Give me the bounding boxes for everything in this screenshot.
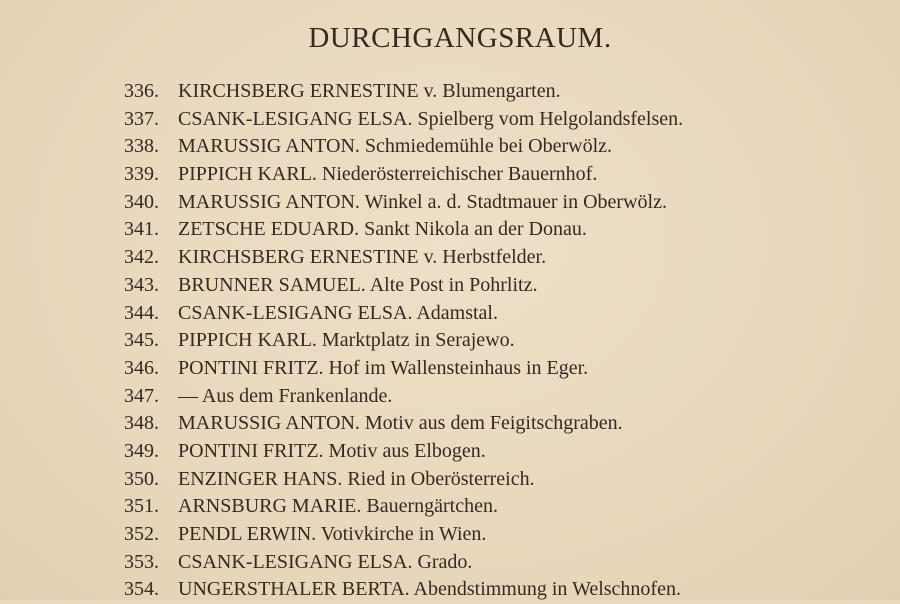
catalog-entry (124, 327, 683, 355)
page-title: DURCHGANGSRAUM. (308, 22, 612, 54)
catalog-entry (124, 438, 683, 466)
entry-number: 341. (124, 218, 159, 241)
entry-text: MARUSSIG ANTON. Schmiedemühle bei Oberwölz. (178, 135, 613, 158)
entry-text: PONTINI FRITZ. Motiv aus Elbogen. (178, 439, 486, 462)
catalog-entry (124, 106, 683, 134)
entry-text: ENZINGER HANS. Ried in Oberösterreich. (178, 467, 535, 490)
catalog-entry (124, 244, 683, 272)
catalog-entry (124, 272, 683, 300)
entry-text: CSANK-LESIGANG ELSA. Grado. (178, 550, 473, 573)
entry-text: PENDL ERWIN. Votivkirche in Wien. (178, 523, 487, 545)
entry-number: 344. (124, 301, 159, 324)
entry-number: 339. (124, 163, 159, 186)
entry-number: 352. (124, 523, 159, 545)
entry-number: 349. (124, 439, 159, 462)
catalog-entry (124, 383, 683, 411)
entry-text: PIPPICH KARL. Niederösterreichischer Bauernhof. (178, 163, 598, 186)
entry-text: ZETSCHE EDUARD. Sankt Nikola an der Donau. (178, 218, 587, 241)
catalog-entry (124, 549, 683, 577)
entry-text: KIRCHSBERG ERNESTINE v. Herbstfelder. (178, 246, 547, 269)
entry-number: 340. (124, 190, 159, 213)
entry-number: 342. (124, 246, 159, 269)
entry-text: UNGERSTHALER BERTA. Abendstimmung in Welschnofen. (178, 578, 681, 601)
entry-text: KIRCHSBERG ERNESTINE v. Blumengarten. (178, 80, 561, 102)
catalog-entry (124, 189, 683, 217)
catalog-list (124, 78, 683, 604)
entry-number: 348. (124, 412, 159, 435)
catalog-entry (124, 216, 683, 244)
entry-number: 338. (124, 135, 159, 158)
catalog-entry (124, 521, 683, 549)
entry-text: PONTINI FRITZ. Hof im Wallensteinhaus in Eger. (178, 356, 589, 379)
entry-number: 345. (124, 329, 159, 352)
catalog-entry (124, 410, 683, 438)
entry-text: — Aus dem Frankenlande. (178, 384, 393, 407)
entry-text: CSANK-LESIGANG ELSA. Adamstal. (178, 301, 498, 324)
entry-number: 337. (124, 107, 159, 130)
entry-number: 351. (124, 495, 159, 518)
catalog-entry (124, 133, 683, 161)
entry-text: MARUSSIG ANTON. Motiv aus dem Feigitschgraben. (178, 412, 623, 435)
entry-number: 353. (124, 550, 159, 573)
catalog-entry (124, 493, 683, 521)
entry-number: 354. (124, 578, 159, 601)
entry-number: 346. (124, 356, 159, 379)
catalog-entry (124, 300, 683, 328)
entry-text: PIPPICH KARL. Marktplatz in Serajewo. (178, 329, 515, 352)
entry-number: 347. (124, 384, 159, 407)
entry-text: BRUNNER SAMUEL. Alte Post in Pohrlitz. (178, 273, 538, 296)
catalog-entry (124, 161, 683, 189)
entry-number: 336. (124, 80, 159, 102)
entry-text: ARNSBURG MARIE. Bauerngärtchen. (178, 495, 498, 518)
catalog-entry (124, 355, 683, 383)
catalog-entry (124, 466, 683, 494)
entry-number: 343. (124, 273, 159, 296)
entry-text: MARUSSIG ANTON. Winkel a. d. Stadtmauer in Oberwölz. (178, 190, 667, 213)
entry-text: CSANK-LESIGANG ELSA. Spielberg vom Helgolandsfelsen. (178, 107, 684, 130)
catalog-entry (124, 78, 683, 106)
entry-number: 350. (124, 467, 159, 490)
